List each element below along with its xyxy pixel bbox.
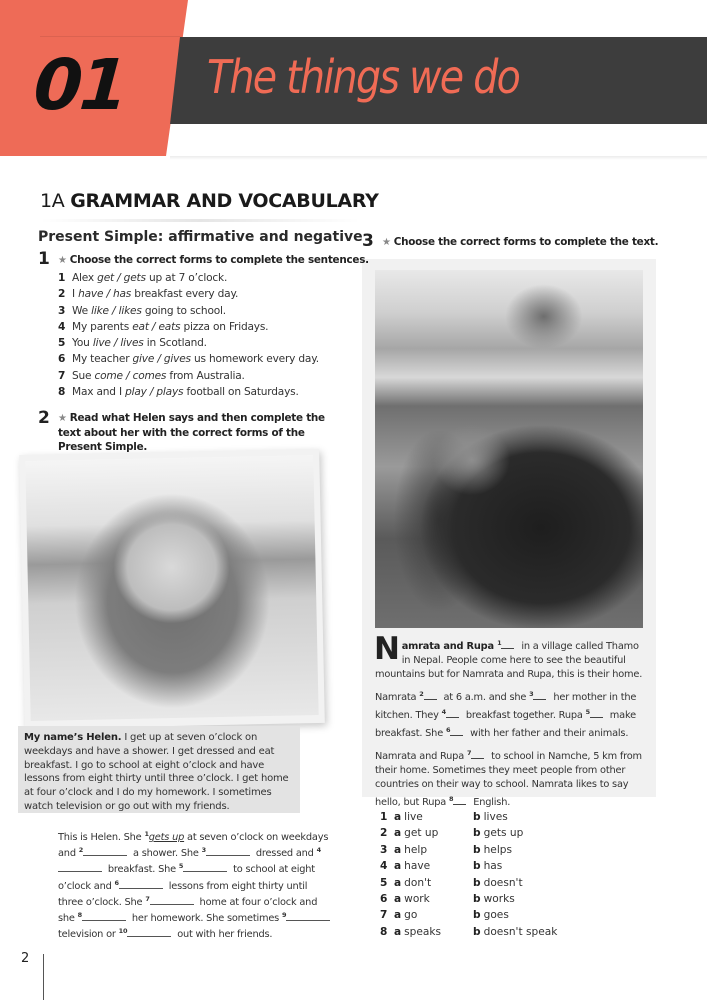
- exercise-3-number: 3: [362, 231, 374, 251]
- item-number: 5: [58, 337, 66, 350]
- helen-box-text: I get up at seven o’clock on weekdays and have a shower. I get dressed and eat breakfast. I go to school at eight o’clock and have lessons from eight thirty until three o’clock. I get home at four o’clock and I do my homework. I sometimes watch television or go out with my friends.: [24, 732, 289, 812]
- option-row: [380, 842, 580, 858]
- gap-8-input[interactable]: [82, 911, 126, 921]
- reading-paragraph-2: Namrata $^2$ at 6 a.m. and she $^3$ her mother in the kitchen. They $^4$ breakfast together. Rupa $^5$ make breakfast. She $^6$ with her father and their animals.: [375, 690, 637, 739]
- gap-7[interactable]: [471, 750, 484, 759]
- option-b[interactable]: b doesn't: [473, 876, 523, 889]
- gap-5[interactable]: [590, 709, 603, 718]
- option-row: [380, 825, 580, 841]
- helen-photo: [19, 449, 325, 729]
- option-a[interactable]: a speaks: [394, 925, 442, 938]
- exercise-2-number: 2: [38, 408, 50, 428]
- gap-10-input[interactable]: [127, 927, 171, 937]
- choice-options[interactable]: eat / eats: [132, 320, 181, 333]
- gap-4[interactable]: [446, 709, 459, 718]
- page-margin-rule: [43, 954, 44, 1000]
- exercise-1-item: 3 We like / likes going to school.: [58, 304, 226, 317]
- gap-6-input[interactable]: [119, 879, 163, 889]
- example-answer: gets up: [148, 832, 185, 843]
- option-b[interactable]: b works: [473, 892, 515, 905]
- choice-options[interactable]: play / plays: [125, 386, 184, 399]
- helen-speech-box: [18, 726, 300, 813]
- option-number: 3: [380, 843, 388, 856]
- choice-options[interactable]: give / gives: [132, 353, 191, 366]
- option-number: 2: [380, 827, 388, 840]
- option-b[interactable]: b has: [473, 860, 503, 873]
- option-b[interactable]: b lives: [473, 811, 508, 823]
- option-row: [380, 924, 580, 940]
- option-b[interactable]: b goes: [473, 909, 509, 922]
- drop-cap: N: [374, 631, 400, 667]
- option-number: 7: [380, 909, 388, 922]
- exercise-1-item: 4 My parents eat / eats pizza on Fridays.: [58, 320, 269, 333]
- option-b[interactable]: b doesn't speak: [473, 925, 558, 938]
- gap-3-input[interactable]: [206, 846, 250, 856]
- gap-9-input[interactable]: [286, 911, 330, 921]
- option-number: 5: [380, 876, 388, 889]
- choice-options[interactable]: have / has: [78, 288, 132, 301]
- gap-1[interactable]: [501, 640, 514, 649]
- option-row: [380, 907, 580, 923]
- section-code: 1A: [40, 190, 65, 212]
- gap-6[interactable]: [450, 727, 463, 736]
- star-icon: ★: [58, 255, 67, 266]
- option-number: 1: [380, 811, 388, 823]
- gap-5-input[interactable]: [183, 862, 227, 872]
- option-a[interactable]: a have: [394, 860, 431, 873]
- gap-3[interactable]: [533, 691, 546, 700]
- page-number: 2: [21, 951, 30, 966]
- header-shadow: [170, 156, 707, 160]
- item-number: 4: [58, 320, 66, 333]
- gap-4-input[interactable]: [58, 862, 102, 872]
- option-a[interactable]: a go: [394, 909, 418, 922]
- option-b[interactable]: b gets up: [473, 827, 524, 840]
- option-row: [380, 875, 580, 891]
- item-number: 2: [58, 288, 66, 301]
- exercise-1-item: 7 Sue come / comes from Australia.: [58, 369, 245, 382]
- exercise-3-instruction: ★ Choose the correct forms to complete the text.: [382, 236, 659, 248]
- gap-2[interactable]: [424, 691, 437, 700]
- reading-paragraph-3: Namrata and Rupa $^7$ to school in Namche, 5 km from their home. Sometimes they meet people from other countries on their way to school. Namrata likes to say hello, but Rupa $^8$ English.: [375, 749, 642, 808]
- exercise-1-item: 1 Alex get / gets up at 7 o’clock.: [58, 272, 228, 284]
- star-icon: ★: [382, 237, 391, 248]
- badge-fold-line: [40, 36, 180, 37]
- exercise-3-options: [380, 809, 580, 940]
- helen-box-lead: My name’s Helen.: [24, 732, 122, 743]
- choice-options[interactable]: live / lives: [92, 337, 144, 350]
- exercise-1-item: 6 My teacher give / gives us homework every day.: [58, 353, 319, 366]
- exercise-1-item: 8 Max and I play / plays football on Saturdays.: [58, 386, 299, 399]
- section-divider: [40, 219, 360, 222]
- option-number: 4: [380, 860, 388, 873]
- choice-options[interactable]: like / likes: [91, 304, 142, 317]
- exercise-2-gap-text: This is Helen. She $^1$gets up at seven o’clock on weekdays and $^2$ a shower. She $^3$ dressed and $^4$ breakfast. She $^5$ to school at eight o’clock and $^6$ lessons from eight thirty until three o’clock. She $^7$ home at four o’clock and she $^8$ her homework. She sometimes $^9$ television or $^{10}$ out with her friends.: [58, 828, 334, 941]
- option-a[interactable]: a help: [394, 843, 428, 856]
- option-row: [380, 891, 580, 907]
- helen-portrait-image: [25, 455, 318, 721]
- option-b[interactable]: b helps: [473, 843, 513, 856]
- gap-7-input[interactable]: [150, 895, 194, 905]
- option-a[interactable]: a work: [394, 892, 430, 905]
- option-a[interactable]: a live: [394, 811, 423, 823]
- item-number: 1: [58, 272, 66, 284]
- item-number: 8: [58, 386, 66, 399]
- exercise-1-item: 2 I have / has breakfast every day.: [58, 288, 239, 301]
- unit-title: The things we do: [207, 50, 520, 104]
- exercise-1-instruction: ★ Choose the correct forms to complete the sentences.: [58, 254, 369, 266]
- item-number: 6: [58, 353, 66, 366]
- exercise-2-instruction: ★ Read what Helen says and then complete the text about her with the correct forms of the Present Simple.: [58, 412, 325, 453]
- grammar-subheading: Present Simple: affirmative and negative: [38, 229, 363, 245]
- choice-options[interactable]: come / comes: [94, 369, 167, 382]
- option-a[interactable]: a don't: [394, 876, 432, 889]
- unit-number: 01: [31, 44, 129, 126]
- choice-options[interactable]: get / gets: [97, 272, 146, 284]
- option-a[interactable]: a get up: [394, 827, 439, 840]
- namrata-rupa-photo: [375, 270, 643, 628]
- section-name: GRAMMAR AND VOCABULARY: [70, 190, 379, 212]
- item-number: 7: [58, 369, 66, 382]
- option-row: [380, 858, 580, 874]
- gap-2-input[interactable]: [83, 846, 127, 856]
- exercise-1-number: 1: [38, 249, 50, 269]
- section-heading: [40, 190, 379, 212]
- option-number: 8: [380, 925, 388, 938]
- item-number: 3: [58, 304, 66, 317]
- exercise-1-list: [58, 270, 319, 400]
- exercise-1-item: 5 You live / lives in Scotland.: [58, 337, 207, 350]
- option-number: 6: [380, 892, 388, 905]
- reading-paragraph-1: Namrata and Rupa $^1$ in a village called Thamo in Nepal. People come here to see the beautiful mountains but for Namrata and Rupa, this is their home.: [374, 631, 643, 680]
- star-icon: ★: [58, 413, 67, 424]
- reading-text: [374, 631, 649, 815]
- gap-8[interactable]: [453, 796, 466, 805]
